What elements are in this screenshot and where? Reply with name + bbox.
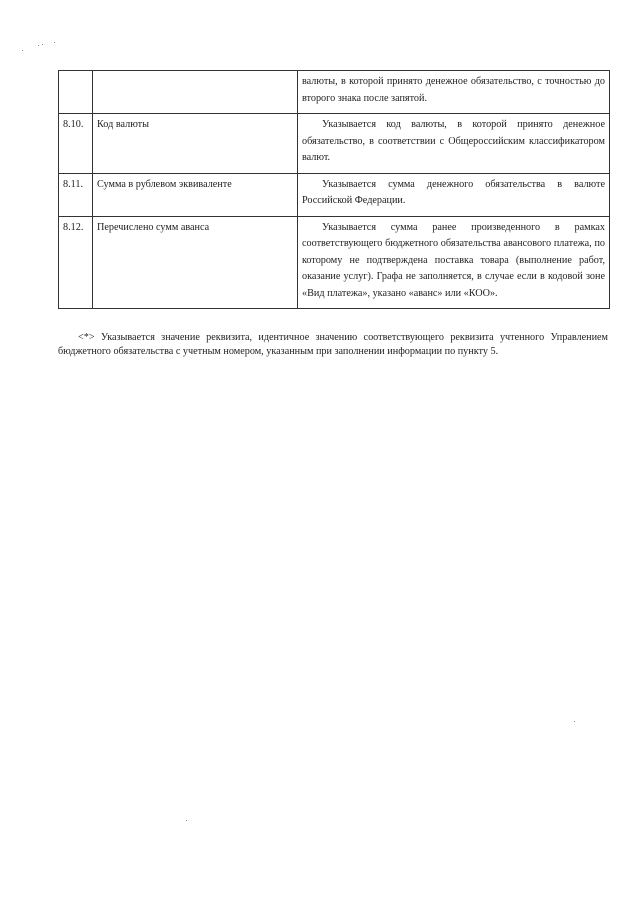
table-row [59,114,610,174]
row-description: валюты, в которой принято денежное обязательство, с точностью до второго знака после запятой. [298,71,610,114]
row-description: Указывается сумма денежного обязательства в валюте Российской Федерации. [298,173,610,216]
footnote-text: <*> Указывается значение реквизита, идентичное значению соответствующего реквизита учтенного Управлением бюджетного обязательства с учетным номером, указанным при заполнении информации по пункту 5. [58,332,608,357]
row-name: Код валюты [93,114,298,174]
scan-speck [42,44,43,45]
row-description: Указывается сумма ранее произведенного в рамках соответствующего бюджетного обязательства авансового платежа, по которому не подтверждена поставка товара (выполнение работ, оказание услуг). Графа не заполняется, в случае если в кодовой зоне «Вид платежа», указано «аванс» или «КОО». [298,216,610,309]
table-row [59,216,610,309]
row-name: Перечислено сумм аванса [93,216,298,309]
table-row [59,71,610,114]
footnote [58,331,608,359]
row-name [93,71,298,114]
row-number: 8.11. [59,173,93,216]
scan-speck [38,45,39,46]
table-row [59,173,610,216]
scan-speck [186,820,187,821]
scan-speck [54,42,55,43]
row-number [59,71,93,114]
row-description: Указывается код валюты, в которой принято денежное обязательство, в соответствии с Общероссийским классификатором валют. [298,114,610,174]
requisites-table [58,70,610,309]
row-number: 8.10. [59,114,93,174]
row-name: Сумма в рублевом эквиваленте [93,173,298,216]
scan-speck [22,50,23,51]
scan-speck [574,721,575,722]
row-number: 8.12. [59,216,93,309]
